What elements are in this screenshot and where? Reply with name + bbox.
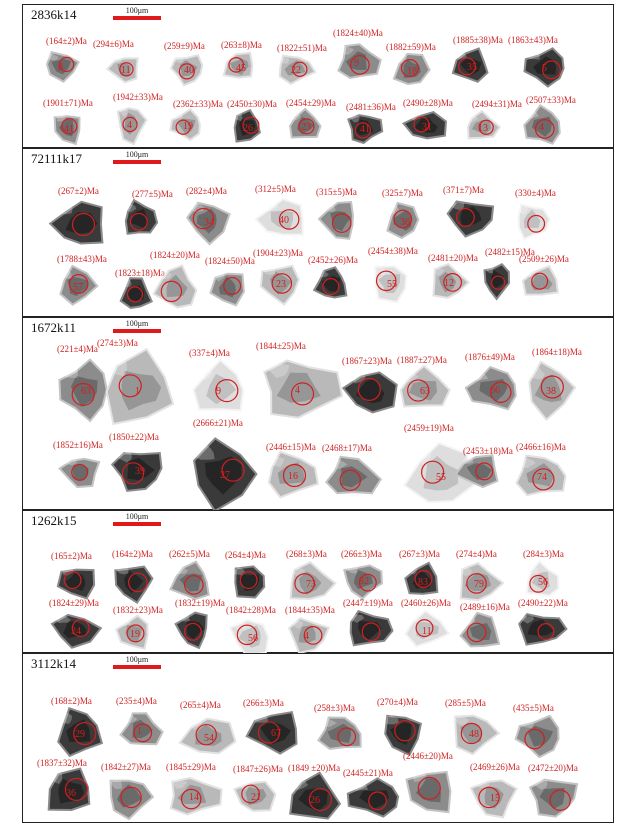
zircon-grain: [401, 611, 451, 649]
zircon-grain: [233, 776, 277, 816]
scale-bar-label: 100μm: [125, 150, 149, 159]
zircon-grain-image: [119, 275, 153, 313]
zircon-grain: [41, 766, 99, 818]
zircon-grain-image: [175, 609, 213, 649]
age-label: (2362±33)Ma: [173, 99, 223, 109]
zircon-grain-image: [121, 199, 159, 239]
zircon-grain: [403, 561, 441, 601]
age-label: (1842±27)Ma: [101, 762, 151, 772]
zircon-grain: [119, 710, 163, 750]
zircon-grain-image: [169, 561, 215, 603]
age-label: (1942±33)Ma: [113, 92, 163, 102]
age-label: (1832±19)Ma: [175, 598, 225, 608]
spot-number: 83: [418, 577, 428, 588]
scale-bar: [113, 513, 161, 526]
age-label: (274±3)Ma: [97, 338, 138, 348]
scale-bar-line: [113, 160, 161, 164]
age-label: (267±3)Ma: [399, 549, 440, 559]
age-label: (266±3)Ma: [341, 549, 382, 559]
zircon-grain: [367, 261, 415, 305]
scale-bar: [113, 7, 161, 20]
age-label: (165±2)Ma: [51, 551, 92, 561]
zircon-grain-image: [513, 611, 567, 647]
age-label: (325±7)Ma: [382, 188, 423, 198]
zircon-grain: [469, 774, 519, 820]
zircon-grain: [395, 366, 453, 414]
age-label: (294±6)Ma: [93, 39, 134, 49]
age-label: (1788±43)Ma: [57, 254, 107, 264]
age-label: (2469±26)Ma: [470, 762, 520, 772]
age-label: (1824±20)Ma: [150, 250, 200, 260]
age-label: (282±4)Ma: [186, 186, 227, 196]
spot-number: 16: [288, 471, 298, 482]
zircon-grain-image: [482, 261, 512, 299]
age-label: (2459±19)Ma: [404, 423, 454, 433]
spot-number: 4: [127, 120, 132, 131]
zircon-grain: [443, 197, 499, 237]
scale-bar-line: [113, 329, 161, 333]
age-label: (1842±28)Ma: [226, 605, 276, 615]
age-label: (2494±31)Ma: [472, 99, 522, 109]
spot-number: 11: [121, 65, 131, 76]
zircon-grain: [463, 111, 501, 143]
spot-number: 4: [539, 122, 544, 133]
age-label: (267±2)Ma: [58, 186, 99, 196]
age-label: (164±2)Ma: [112, 549, 153, 559]
zircon-grain: [482, 261, 512, 299]
zircon-grain: [221, 50, 259, 83]
age-label: (2445±21)Ma: [343, 768, 393, 778]
zircon-grain-image: [343, 366, 399, 418]
spot-number: 66: [490, 385, 500, 396]
spot-number: 26: [310, 795, 320, 806]
age-label: (1823±18)Ma: [115, 268, 165, 278]
zircon-grain: [379, 710, 427, 756]
zircon-grain: [383, 201, 425, 241]
spot-number: 5: [542, 63, 547, 74]
age-label: (1904±23)Ma: [253, 248, 303, 258]
zircon-grain: [209, 267, 247, 309]
zircon-grain: [255, 354, 343, 424]
spot-number: 29: [75, 729, 85, 740]
age-label: (2454±38)Ma: [368, 246, 418, 256]
spot-number: 21: [251, 792, 261, 803]
age-label: (330±4)Ma: [515, 188, 556, 198]
zircon-grain: [343, 778, 407, 818]
spot-number: 79: [474, 579, 484, 590]
zircon-grain: [56, 265, 98, 307]
zircon-grain: [53, 706, 105, 760]
zircon-grain-image: [526, 774, 582, 820]
scale-bar: [113, 151, 161, 164]
zircon-grain-image: [153, 264, 199, 312]
age-label: (2466±16)Ma: [516, 442, 566, 452]
age-label: (2468±17)Ma: [322, 443, 372, 453]
zircon-grain: [341, 561, 385, 599]
spot-number: 14: [189, 792, 199, 803]
zircon-grain-image: [59, 454, 103, 490]
spot-number: 34: [204, 217, 214, 228]
zircon-grain: [227, 563, 273, 601]
age-label: (1867±23)Ma: [342, 356, 392, 366]
zircon-grain: [179, 714, 237, 760]
zircon-grain: [511, 452, 571, 500]
age-label: (266±3)Ma: [243, 698, 284, 708]
sample-panel: [22, 510, 614, 653]
age-label: (2490±22)Ma: [518, 598, 568, 608]
sample-name: 3112k14: [31, 656, 77, 671]
age-label: (2509±26)Ma: [519, 254, 569, 264]
sample-name: 1672k11: [31, 320, 77, 335]
age-label: (1850±22)Ma: [109, 432, 159, 442]
zircon-grain: [392, 50, 430, 90]
zircon-grain-image: [343, 609, 395, 649]
zircon-grain: [107, 54, 143, 84]
spot-number: 55: [387, 279, 397, 290]
zircon-grain: [153, 264, 199, 312]
zircon-grain: [285, 772, 343, 826]
age-label: (2452±26)Ma: [308, 255, 358, 265]
age-label: (315±5)Ma: [316, 187, 357, 197]
age-label: (2666±21)Ma: [193, 418, 243, 428]
scale-bar-label: 100μm: [125, 319, 149, 328]
spot-number: 19: [183, 121, 193, 132]
zircon-grain: [95, 348, 183, 432]
zircon-grain-image: [319, 198, 361, 242]
age-label: (1822±51)Ma: [277, 43, 327, 53]
spot-number: 26: [243, 123, 253, 134]
age-label: (1845±29)Ma: [166, 762, 216, 772]
zircon-grain: [115, 102, 147, 146]
zircon-grain-image: [513, 714, 567, 758]
spot-number: 41: [360, 124, 370, 135]
zircon-grain: [343, 366, 399, 418]
age-label: (2446±15)Ma: [266, 442, 316, 452]
spot-number: 24: [71, 626, 81, 637]
zircon-grain: [229, 109, 265, 145]
age-label: (2490±28)Ma: [403, 98, 453, 108]
zircon-grain-image: [519, 265, 563, 301]
zircon-grain: [447, 710, 499, 756]
zircon-grain: [526, 774, 582, 820]
zircon-grain: [453, 561, 503, 605]
spot-number: 73: [306, 579, 316, 590]
zircon-grain: [257, 261, 303, 305]
spot-number: 54: [204, 733, 214, 744]
spot-number: 40: [184, 65, 194, 76]
zircon-grain-image: [443, 197, 499, 237]
spot-number: 13: [478, 123, 488, 134]
age-label: (1832±23)Ma: [113, 605, 163, 615]
age-label: (265±4)Ma: [180, 700, 221, 710]
spot-number: 48: [469, 729, 479, 740]
spot-number: 56: [538, 577, 548, 588]
zircon-grain: [451, 47, 491, 85]
zircon-grain: [319, 198, 361, 242]
age-label: (1887±27)Ma: [397, 355, 447, 365]
zircon-grain: [189, 360, 251, 420]
zircon-grain: [115, 614, 153, 652]
spot-number: 74: [537, 472, 547, 483]
age-label: (2447±19)Ma: [343, 598, 393, 608]
zircon-grain: [109, 446, 169, 494]
zircon-grain: [519, 265, 563, 301]
age-label: (337±4)Ma: [189, 348, 230, 358]
spot-number: 63: [420, 386, 430, 397]
age-label: (284±3)Ma: [523, 549, 564, 559]
spot-number: 39: [135, 466, 145, 477]
zircon-grain-image: [227, 563, 273, 601]
scale-bar-line: [113, 665, 161, 669]
scale-bar-label: 100μm: [125, 655, 149, 664]
age-label: (235±4)Ma: [116, 696, 157, 706]
zircon-grain: [169, 52, 207, 86]
spot-number: 9: [216, 386, 221, 397]
spot-number: 19: [130, 629, 140, 640]
scale-bar-line: [113, 16, 161, 20]
age-label: (312±5)Ma: [255, 184, 296, 194]
zircon-grain: [345, 111, 383, 145]
age-label: (277±5)Ma: [132, 189, 173, 199]
zircon-grain: [273, 53, 317, 85]
age-label: (1885±38)Ma: [453, 35, 503, 45]
zircon-grain: [41, 50, 83, 82]
age-label: (2450±30)Ma: [227, 99, 277, 109]
zircon-grain-image: [209, 267, 247, 309]
age-label: (2472±20)Ma: [528, 763, 578, 773]
zircon-grain-image: [313, 266, 351, 302]
age-label: (258±3)Ma: [314, 703, 355, 713]
spot-number: 35: [467, 62, 477, 73]
zircon-grain: [49, 611, 101, 649]
zircon-grain: [255, 197, 311, 241]
age-label: (2453±18)Ma: [463, 446, 513, 456]
scale-bar-label: 100μm: [125, 512, 149, 521]
spot-number: 1: [135, 386, 140, 397]
spot-number: 36: [400, 217, 410, 228]
scale-bar: [113, 320, 161, 333]
zircon-grain: [335, 41, 381, 83]
zircon-grain: [463, 366, 525, 412]
age-label: (1901±71)Ma: [43, 98, 93, 108]
spot-number: 38: [546, 386, 556, 397]
zircon-grain: [513, 714, 567, 758]
zircon-grain: [103, 774, 155, 820]
zircon-grain: [283, 561, 337, 605]
scale-bar: [113, 656, 161, 669]
age-label: (1863±43)Ma: [508, 35, 558, 45]
zircon-grain: [521, 105, 565, 147]
age-label: (270±4)Ma: [377, 697, 418, 707]
spot-number: 82: [359, 576, 369, 587]
age-label: (435±5)Ma: [513, 703, 554, 713]
spot-number: 56: [248, 633, 258, 644]
zircon-grain: [50, 198, 112, 250]
age-label: (164±2)Ma: [46, 36, 87, 46]
zircon-grain: [521, 360, 579, 420]
zircon-grain-image: [403, 764, 459, 818]
age-label: (259±9)Ma: [164, 41, 205, 51]
age-label: (263±8)Ma: [221, 40, 262, 50]
age-label: (1876±49)Ma: [465, 352, 515, 362]
zircon-grain-image: [513, 201, 551, 241]
spot-number: 11: [422, 626, 432, 637]
spot-number: 67: [271, 728, 281, 739]
spot-number: 23: [301, 122, 311, 133]
sample-name: 72111k17: [31, 151, 83, 166]
age-label: (1844±25)Ma: [256, 341, 306, 351]
age-label: (1837±32)Ma: [37, 758, 87, 768]
spot-number: 1: [137, 726, 142, 737]
zircon-grain: [523, 561, 561, 601]
sample-name: 1262k15: [31, 513, 77, 528]
spot-number: 45: [236, 62, 246, 74]
zircon-grain: [121, 199, 159, 239]
zircon-grain: [315, 714, 367, 754]
spot-number: 31: [422, 122, 432, 133]
age-label: (371±7)Ma: [443, 185, 484, 195]
zircon-grain: [169, 561, 215, 603]
zircon-grain: [59, 454, 103, 490]
zircon-grain-image: [455, 452, 503, 490]
zircon-grain: [245, 708, 305, 756]
zircon-grain-image: [343, 778, 407, 818]
spot-number: 57: [73, 282, 83, 293]
zircon-grain: [427, 262, 469, 302]
zircon-grain: [343, 609, 395, 649]
age-label: (2507±33)Ma: [526, 95, 576, 105]
spot-number: 40: [279, 215, 289, 226]
spot-number: 36: [66, 788, 76, 799]
spot-number: 55: [436, 472, 446, 483]
age-label: (221±4)Ma: [57, 344, 98, 354]
spot-number: 9: [354, 58, 359, 69]
zircon-grain-image: [103, 774, 155, 820]
spot-number: 8: [58, 62, 63, 73]
age-label: (2482±15)Ma: [485, 247, 535, 257]
spot-number: 22: [291, 65, 301, 76]
age-label: (268±3)Ma: [286, 549, 327, 559]
scale-bar-label: 100μm: [125, 6, 149, 15]
age-label: (1864±18)Ma: [532, 347, 582, 357]
age-label: (2481±20)Ma: [428, 253, 478, 263]
zircon-grain: [163, 774, 223, 818]
zircon-grain: [185, 197, 231, 245]
sample-panel: [22, 4, 614, 148]
zircon-grain: [513, 201, 551, 241]
zircon-grain: [286, 109, 324, 143]
age-label: (1847±26)Ma: [233, 764, 283, 774]
age-label: (168±2)Ma: [51, 696, 92, 706]
zircon-grain-image: [55, 563, 99, 601]
spot-number: 18: [407, 66, 417, 77]
zircon-grain: [51, 110, 85, 146]
age-label: (1824±50)Ma: [205, 256, 255, 266]
zircon-grain: [403, 109, 449, 143]
spot-number: 15: [490, 793, 500, 804]
zircon-grain-image: [323, 454, 381, 500]
age-label: (274±4)Ma: [456, 549, 497, 559]
spot-number: 63: [81, 386, 91, 397]
zircon-grain: [521, 47, 571, 87]
age-label: (1824±29)Ma: [49, 598, 99, 608]
spot-number: 27: [220, 470, 230, 481]
age-label: (1844±35)Ma: [285, 605, 335, 615]
age-label: (2460±26)Ma: [401, 598, 451, 608]
age-label: (285±5)Ma: [445, 698, 486, 708]
zircon-grain-image: [50, 198, 112, 250]
zircon-grain: [55, 563, 99, 601]
sample-panel: [22, 653, 614, 823]
zircon-grain: [119, 275, 153, 313]
spot-number: 4: [295, 385, 300, 396]
age-label: (2481±36)Ma: [346, 102, 396, 112]
age-label: (1852±16)Ma: [53, 440, 103, 450]
sample-panel: [22, 148, 614, 317]
zircon-grain: [323, 454, 381, 500]
zircon-grain-image: [111, 561, 155, 603]
zircon-grain: [459, 611, 503, 653]
spot-number: 12: [444, 278, 454, 289]
age-label: (2489±16)Ma: [460, 602, 510, 612]
scale-bar-line: [113, 522, 161, 526]
sample-panel: [22, 317, 614, 510]
zircon-grain-image: [459, 611, 503, 653]
spot-number: 41: [64, 124, 74, 135]
spot-number: 23: [276, 279, 286, 290]
zircon-grain: [168, 109, 206, 141]
age-label: (262±5)Ma: [169, 549, 210, 559]
spot-number: 4: [304, 631, 309, 642]
age-label: (1824±40)Ma: [333, 28, 383, 38]
zircon-grain: [403, 764, 459, 818]
age-label: (1882±59)Ma: [386, 42, 436, 52]
zircon-grain: [261, 450, 323, 500]
zircon-grain: [183, 436, 265, 512]
zircon-grain: [285, 615, 331, 655]
sample-name: 2836k14: [31, 7, 77, 22]
age-label: (264±4)Ma: [225, 550, 266, 560]
age-label: (2446±20)Ma: [403, 751, 453, 761]
zircon-grain: [175, 609, 213, 649]
age-label: (2454±29)Ma: [286, 98, 336, 108]
zircon-grain: [313, 266, 351, 302]
zircon-grain: [111, 561, 155, 603]
age-label: (1849 ±20)Ma: [288, 763, 341, 773]
zircon-grain: [513, 611, 567, 647]
zircon-grain: [455, 452, 503, 490]
zircon-grain-image: [379, 710, 427, 756]
zircon-grain-image: [315, 714, 367, 754]
